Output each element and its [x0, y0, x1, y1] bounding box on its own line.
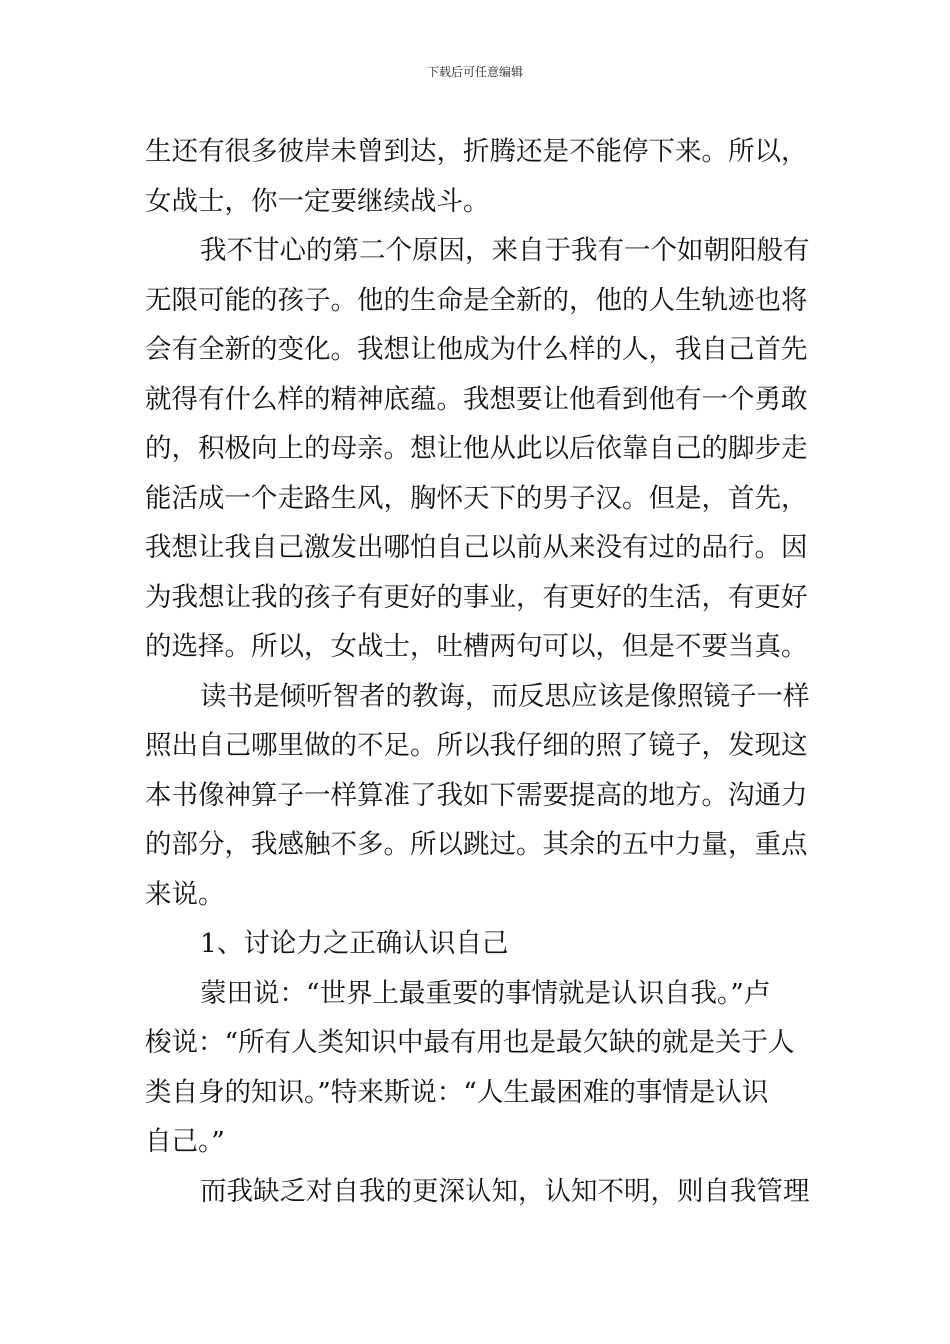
- document-body: [145, 127, 810, 1216]
- text-line: 无限可能的孩子。他的生命是全新的，他的人生轨迹也将: [145, 284, 808, 316]
- text-line: 我想让我自己激发出哪怕自己以前从来没有过的品行。因: [145, 532, 808, 563]
- page-header: 下载后可任意编辑: [426, 65, 523, 79]
- paragraph-start-line: 我不甘心的第二个原因，来自于我有一个如朝阳般有: [200, 235, 810, 266]
- text-line: 就得有什么样的精神底蕴。我想要让他看到他有一个勇敢: [145, 383, 808, 415]
- text-line: 的，积极向上的母亲。想让他从此以后依靠自己的脚步走: [145, 433, 808, 464]
- text-line: 本书像神算子一样算准了我如下需要提高的地方。沟通力: [145, 779, 808, 811]
- section-heading: 1、讨论力之正确认识自己: [200, 928, 509, 959]
- paragraph-start-line: 而我缺乏对自我的更深认知，认知不明，则自我管理: [200, 1175, 810, 1207]
- text-line: 女战士，你一定要继续战斗。: [145, 185, 490, 217]
- paragraph-start-line: 读书是倾听智者的教诲，而反思应该是像照镜子一样: [200, 680, 810, 712]
- text-line: 自己。”: [145, 1126, 225, 1157]
- text-line: 的部分，我感触不多。所以跳过。其余的五中力量，重点: [145, 829, 808, 860]
- text-line: 来说。: [145, 878, 225, 910]
- text-line: 能活成一个走路生风，胸怀天下的男子汉。但是，首先，: [145, 482, 808, 514]
- text-line: 梭说：“所有人类知识中最有用也是最欠缺的就是关于人: [145, 1027, 795, 1058]
- text-line: 类自身的知识。”特来斯说：“人生最困难的事情是认识: [145, 1076, 769, 1108]
- text-line: 的选择。所以，女战士，吐槽两句可以，但是不要当真。: [145, 631, 808, 662]
- text-line: 生还有很多彼岸未曾到达，折腾还是不能停下来。所以，: [145, 136, 808, 167]
- text-line: 会有全新的变化。我想让他成为什么样的人，我自己首先: [145, 334, 808, 365]
- paragraph-start-line: 蒙田说：“世界上最重要的事情就是认识自我。”卢: [200, 977, 771, 1009]
- text-line: 照出自己哪里做的不足。所以我仔细的照了镜子，发现这: [145, 730, 808, 761]
- text-line: 为我想让我的孩子有更好的事业，有更好的生活，有更好: [145, 581, 808, 613]
